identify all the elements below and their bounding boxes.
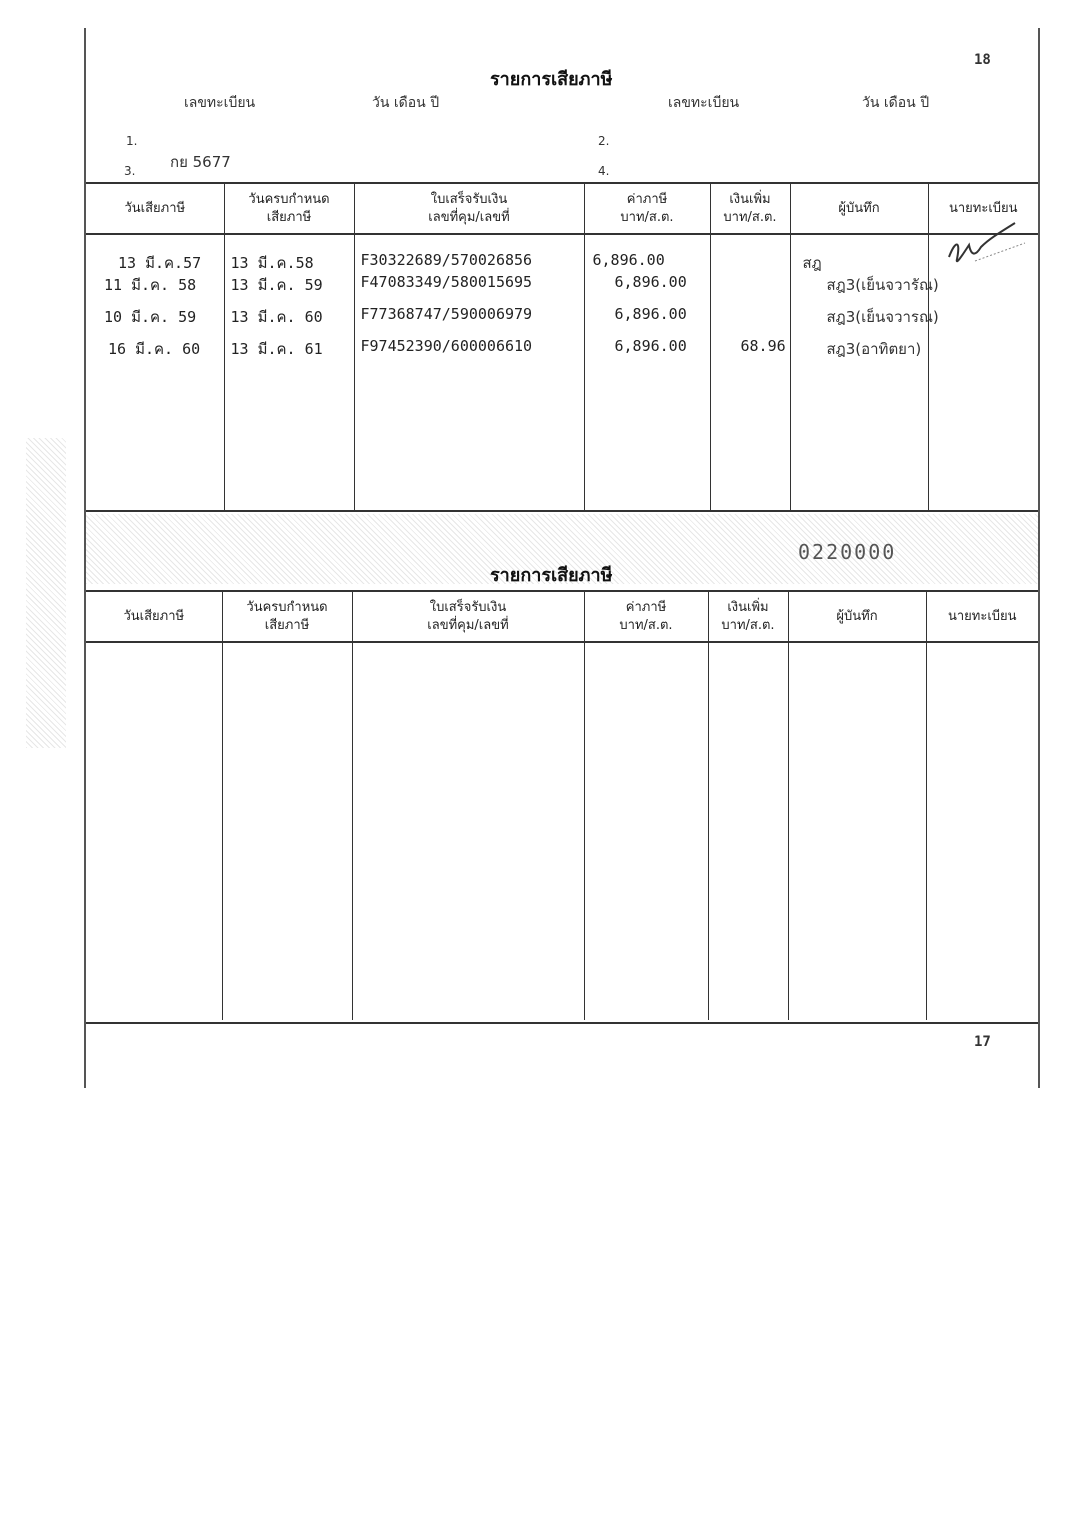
empty-cell — [222, 642, 352, 1020]
slot-2-label: 2. — [598, 134, 610, 148]
empty-cell — [584, 642, 708, 1020]
record-2-tax: 6,896.00 — [614, 273, 687, 291]
record-4-recorder: สฎ3(อาทิตยา) — [826, 340, 922, 358]
record-4-surcharge: 68.96 — [740, 337, 786, 355]
middle-section-title: รายการเสียภาษี — [490, 565, 613, 586]
empty-cell — [86, 642, 222, 1020]
slot-1-label: 1. — [126, 134, 138, 148]
top-table-bottom-rule — [86, 510, 1038, 512]
col-header-registrar: นายทะเบียน — [928, 184, 1038, 234]
col-pay-date — [86, 234, 224, 510]
slot-3-label: 3. — [124, 164, 136, 178]
record-2-recorder: สฎ3(เย็นจวารัณ) — [826, 276, 939, 294]
record-2-receipt: F47083349/580015695 — [360, 273, 533, 291]
empty-cell — [926, 642, 1038, 1020]
col-header-surcharge: เงินเพิ่ม บาท/ส.ต. — [710, 184, 790, 234]
col-header-recorder: ผู้บันทึก — [790, 184, 928, 234]
record-1-recorder: สฎ — [802, 254, 822, 272]
col-tax — [584, 234, 710, 510]
date-label-right: วัน เดือน ปี — [862, 95, 930, 111]
empty-cell — [788, 642, 926, 1020]
col-header-receipt: ใบเสร็จรับเงิน เลขที่คุม/เลขที่ — [352, 592, 584, 642]
stamp-number: 0220000 — [798, 540, 897, 564]
registrar-signature — [935, 221, 1035, 281]
scan-noise — [26, 438, 66, 748]
col-registrar — [928, 234, 1038, 510]
record-3-tax: 6,896.00 — [614, 305, 687, 323]
col-header-due-date: วันครบกำหนด เสียภาษี — [224, 184, 354, 234]
record-4-tax: 6,896.00 — [614, 337, 687, 355]
page-number-top: 18 — [974, 52, 991, 68]
record-1-due-date: 13 มี.ค.58 — [230, 254, 314, 272]
col-header-tax: ค่าภาษี บาท/ส.ต. — [584, 592, 708, 642]
record-2-due-date: 13 มี.ค. 59 — [230, 276, 323, 294]
record-2-pay-date: 11 มี.ค. 58 — [104, 276, 197, 294]
form-page — [84, 28, 1040, 1088]
col-header-pay-date: วันเสียภาษี — [86, 592, 222, 642]
top-section-title: รายการเสียภาษี — [490, 69, 613, 90]
record-3-receipt: F77368747/590006979 — [360, 305, 533, 323]
record-3-pay-date: 10 มี.ค. 59 — [104, 308, 197, 326]
record-1-receipt: F30322689/570026856 — [360, 251, 533, 269]
tax-records-table — [86, 184, 1038, 510]
record-4-receipt: F97452390/600006610 — [360, 337, 533, 355]
record-3-due-date: 13 มี.ค. 60 — [230, 308, 323, 326]
tax-records-table-empty — [86, 592, 1038, 1020]
record-1-tax: 6,896.00 — [592, 251, 665, 269]
col-header-registrar: นายทะเบียน — [926, 592, 1038, 642]
registration-label-left: เลขทะเบียน — [184, 95, 256, 111]
page-number-bottom: 17 — [974, 1034, 991, 1050]
col-header-pay-date: วันเสียภาษี — [86, 184, 224, 234]
col-header-recorder: ผู้บันทึก — [788, 592, 926, 642]
record-3-recorder: สฎ3(เย็นจวารณ) — [826, 308, 939, 326]
col-recorder — [790, 234, 939, 510]
slot-4-label: 4. — [598, 164, 610, 178]
record-4-due-date: 13 มี.ค. 61 — [230, 340, 323, 358]
record-4-pay-date: 16 มี.ค. 60 — [108, 340, 201, 358]
registration-label-right: เลขทะเบียน — [668, 95, 740, 111]
col-header-receipt: ใบเสร็จรับเงิน เลขที่คุม/เลขที่ — [354, 184, 584, 234]
col-surcharge — [710, 234, 790, 510]
bottom-table-bottom-rule — [86, 1022, 1038, 1024]
record-1-pay-date: 13 มี.ค.57 — [118, 254, 202, 272]
col-header-due-date: วันครบกำหนด เสียภาษี — [222, 592, 352, 642]
col-header-surcharge: เงินเพิ่ม บาท/ส.ต. — [708, 592, 788, 642]
col-header-tax: ค่าภาษี บาท/ส.ต. — [584, 184, 710, 234]
col-due-date — [224, 234, 354, 510]
empty-cell — [708, 642, 788, 1020]
date-label-left: วัน เดือน ปี — [372, 95, 440, 111]
col-receipt — [354, 234, 584, 510]
registration-value: กย 5677 — [170, 153, 231, 171]
empty-cell — [352, 642, 584, 1020]
